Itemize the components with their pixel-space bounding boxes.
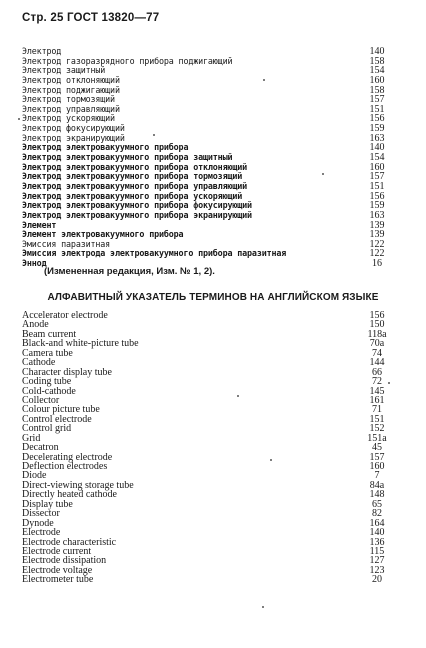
section-title: АЛФАВИТНЫЙ УКАЗАТЕЛЬ ТЕРМИНОВ НА АНГЛИЙСКОМ ЯЗЫКЕ (47, 292, 379, 303)
index-term: Cathode (22, 357, 56, 369)
index-term: Электрод экранирующий (22, 132, 125, 143)
index-term: Электрод электровакуумного прибора отклоняющий (22, 161, 248, 172)
index-number: 164 (369, 517, 385, 529)
index-number: 148 (369, 489, 385, 501)
index-term: Diode (22, 470, 47, 482)
index-entry (22, 434, 392, 443)
index-number: 159 (369, 123, 385, 135)
index-term: Электрод газоразрядного прибора поджигающий (22, 55, 233, 66)
index-term: Beam current (22, 328, 77, 340)
index-term: Электрод тормозящий (22, 94, 115, 105)
index-number: 150 (369, 319, 385, 331)
page-header: Стр. 25 ГОСТ 13820—77 (22, 12, 160, 24)
amendment-note: (Измененная редакция, Изм. № 1, 2). (44, 266, 215, 277)
index-term: Электрод электровакуумного прибора ускоряющий (22, 190, 243, 201)
index-number: 157 (369, 94, 385, 106)
index-entry (22, 500, 392, 509)
index-number: 140 (369, 142, 385, 154)
index-number: 66 (372, 366, 382, 378)
index-term: Decatron (22, 442, 59, 454)
index-term: Эмиссия электрода электровакуумного прибора паразитная (22, 248, 287, 259)
index-number: 74 (372, 347, 382, 359)
index-number: 163 (369, 132, 385, 144)
index-number: 156 (369, 310, 385, 321)
index-term: Электрод электровакуумного прибора (22, 142, 189, 153)
index-entry (22, 349, 392, 358)
index-number: 115 (369, 545, 385, 557)
index-entry (22, 490, 392, 499)
english-terms-list (22, 311, 392, 585)
index-number: 151 (369, 413, 385, 425)
index-number: 152 (369, 423, 385, 435)
index-number: 118a (367, 328, 387, 340)
index-term: Decelerating electrode (22, 451, 113, 463)
index-number: 154 (369, 65, 385, 77)
index-number: 156 (369, 113, 385, 125)
index-term: Grid (22, 432, 41, 444)
index-number: 160 (369, 461, 385, 472)
print-speck (263, 79, 265, 81)
index-term: Электрод электровакуумного прибора защитный (22, 152, 233, 163)
index-number: 156 (369, 190, 385, 202)
index-number: 160 (369, 74, 385, 86)
index-term: Электрод управляющий (22, 103, 120, 114)
index-term: Электрод поджигающий (22, 84, 120, 95)
index-number: 72 (372, 376, 382, 388)
index-entry (22, 509, 392, 518)
index-number: 139 (369, 229, 385, 241)
index-entry (22, 311, 392, 320)
index-number: 151 (369, 103, 385, 115)
index-number: 151 (369, 180, 385, 192)
index-number: 65 (372, 498, 382, 510)
print-speck (153, 134, 155, 136)
index-number: 158 (369, 55, 385, 67)
index-entry (22, 211, 392, 221)
index-term: Direct-viewing storage tube (22, 479, 134, 491)
index-term: Электрод (22, 46, 62, 56)
index-term: Электрод фокусирующий (22, 123, 125, 134)
index-number: 139 (369, 219, 385, 231)
index-number: 84a (369, 479, 385, 491)
index-term: Anode (22, 319, 49, 331)
index-number: 70a (369, 338, 385, 350)
index-entry (22, 377, 392, 386)
index-term: Электрод отклоняющий (22, 74, 120, 85)
index-number: 161 (369, 394, 385, 406)
index-number: 154 (369, 152, 385, 164)
index-entry (22, 249, 392, 259)
index-entry (22, 575, 392, 584)
index-number: 151a (367, 432, 387, 444)
index-number: 16 (372, 258, 382, 270)
index-entry (22, 519, 392, 528)
print-speck (262, 606, 264, 608)
index-term: Electrode characteristic (22, 536, 117, 548)
print-speck (388, 382, 390, 384)
index-number: 136 (369, 536, 385, 548)
index-entry (22, 387, 392, 396)
index-term: Элемент электровакуумного прибора (22, 229, 184, 240)
index-term: Эннод (22, 258, 47, 269)
index-term: Control electrode (22, 413, 92, 425)
index-number: 122 (369, 248, 385, 260)
index-entry (22, 320, 392, 329)
index-term: Collector (22, 394, 60, 406)
index-term: Эмиссия паразитная (22, 238, 111, 249)
index-number: 127 (369, 555, 385, 567)
index-number: 144 (369, 357, 385, 369)
index-term: Camera tube (22, 347, 73, 359)
index-term: Электрод ускоряющий (22, 113, 115, 124)
index-number: 159 (369, 200, 385, 212)
index-number: 123 (369, 564, 385, 576)
index-term: Display tube (22, 498, 73, 510)
index-entry (22, 368, 392, 377)
index-number: 145 (369, 385, 385, 397)
index-term: Электрод электровакуумного прибора тормозящий (22, 171, 243, 182)
print-speck (18, 118, 20, 120)
index-term: Электрод электровакуумного прибора фокусирующий (22, 200, 252, 211)
index-term: Электрод защитный (22, 65, 106, 76)
index-term: Электрод электровакуумного прибора управляющий (22, 180, 248, 191)
index-term: Directly heated cathode (22, 489, 117, 501)
index-number: 140 (369, 46, 385, 57)
index-term: Character display tube (22, 366, 112, 378)
index-number: 163 (369, 209, 385, 221)
print-speck (322, 173, 324, 175)
index-number: 71 (372, 404, 382, 416)
index-term: Electrode voltage (22, 564, 93, 576)
index-term: Элемент (22, 219, 57, 230)
index-number: 82 (372, 508, 382, 520)
index-term: Electrode current (22, 545, 92, 557)
index-number: 157 (369, 171, 385, 183)
index-number: 122 (369, 238, 385, 250)
index-term: Accelerator electrode (22, 310, 108, 321)
index-term: Electrode (22, 527, 61, 539)
index-entry (22, 424, 392, 433)
index-term: Dynode (22, 517, 54, 529)
index-entry (22, 339, 392, 348)
index-term: Control grid (22, 423, 72, 435)
index-number: 7 (374, 470, 380, 482)
index-number: 158 (369, 84, 385, 96)
print-speck (270, 459, 272, 461)
index-number: 20 (372, 574, 382, 586)
index-term: Colour picture tube (22, 404, 100, 416)
index-term: Coding tube (22, 376, 72, 388)
index-term: Deflection electrodes (22, 461, 108, 472)
index-term: Cold-cathode (22, 385, 76, 397)
index-term: Electrode dissipation (22, 555, 107, 567)
index-number: 157 (369, 451, 385, 463)
index-entry (22, 415, 392, 424)
index-number: 140 (369, 527, 385, 539)
index-term: Electrometer tube (22, 574, 94, 586)
russian-terms-list (22, 47, 392, 269)
index-term: Dissector (22, 508, 60, 520)
index-number: 45 (372, 442, 382, 454)
index-entry (22, 462, 392, 471)
print-speck (237, 395, 239, 397)
index-term: Black-and white-picture tube (22, 338, 139, 350)
index-term: Электрод электровакуумного прибора экранирующий (22, 209, 252, 220)
index-number: 160 (369, 161, 385, 173)
